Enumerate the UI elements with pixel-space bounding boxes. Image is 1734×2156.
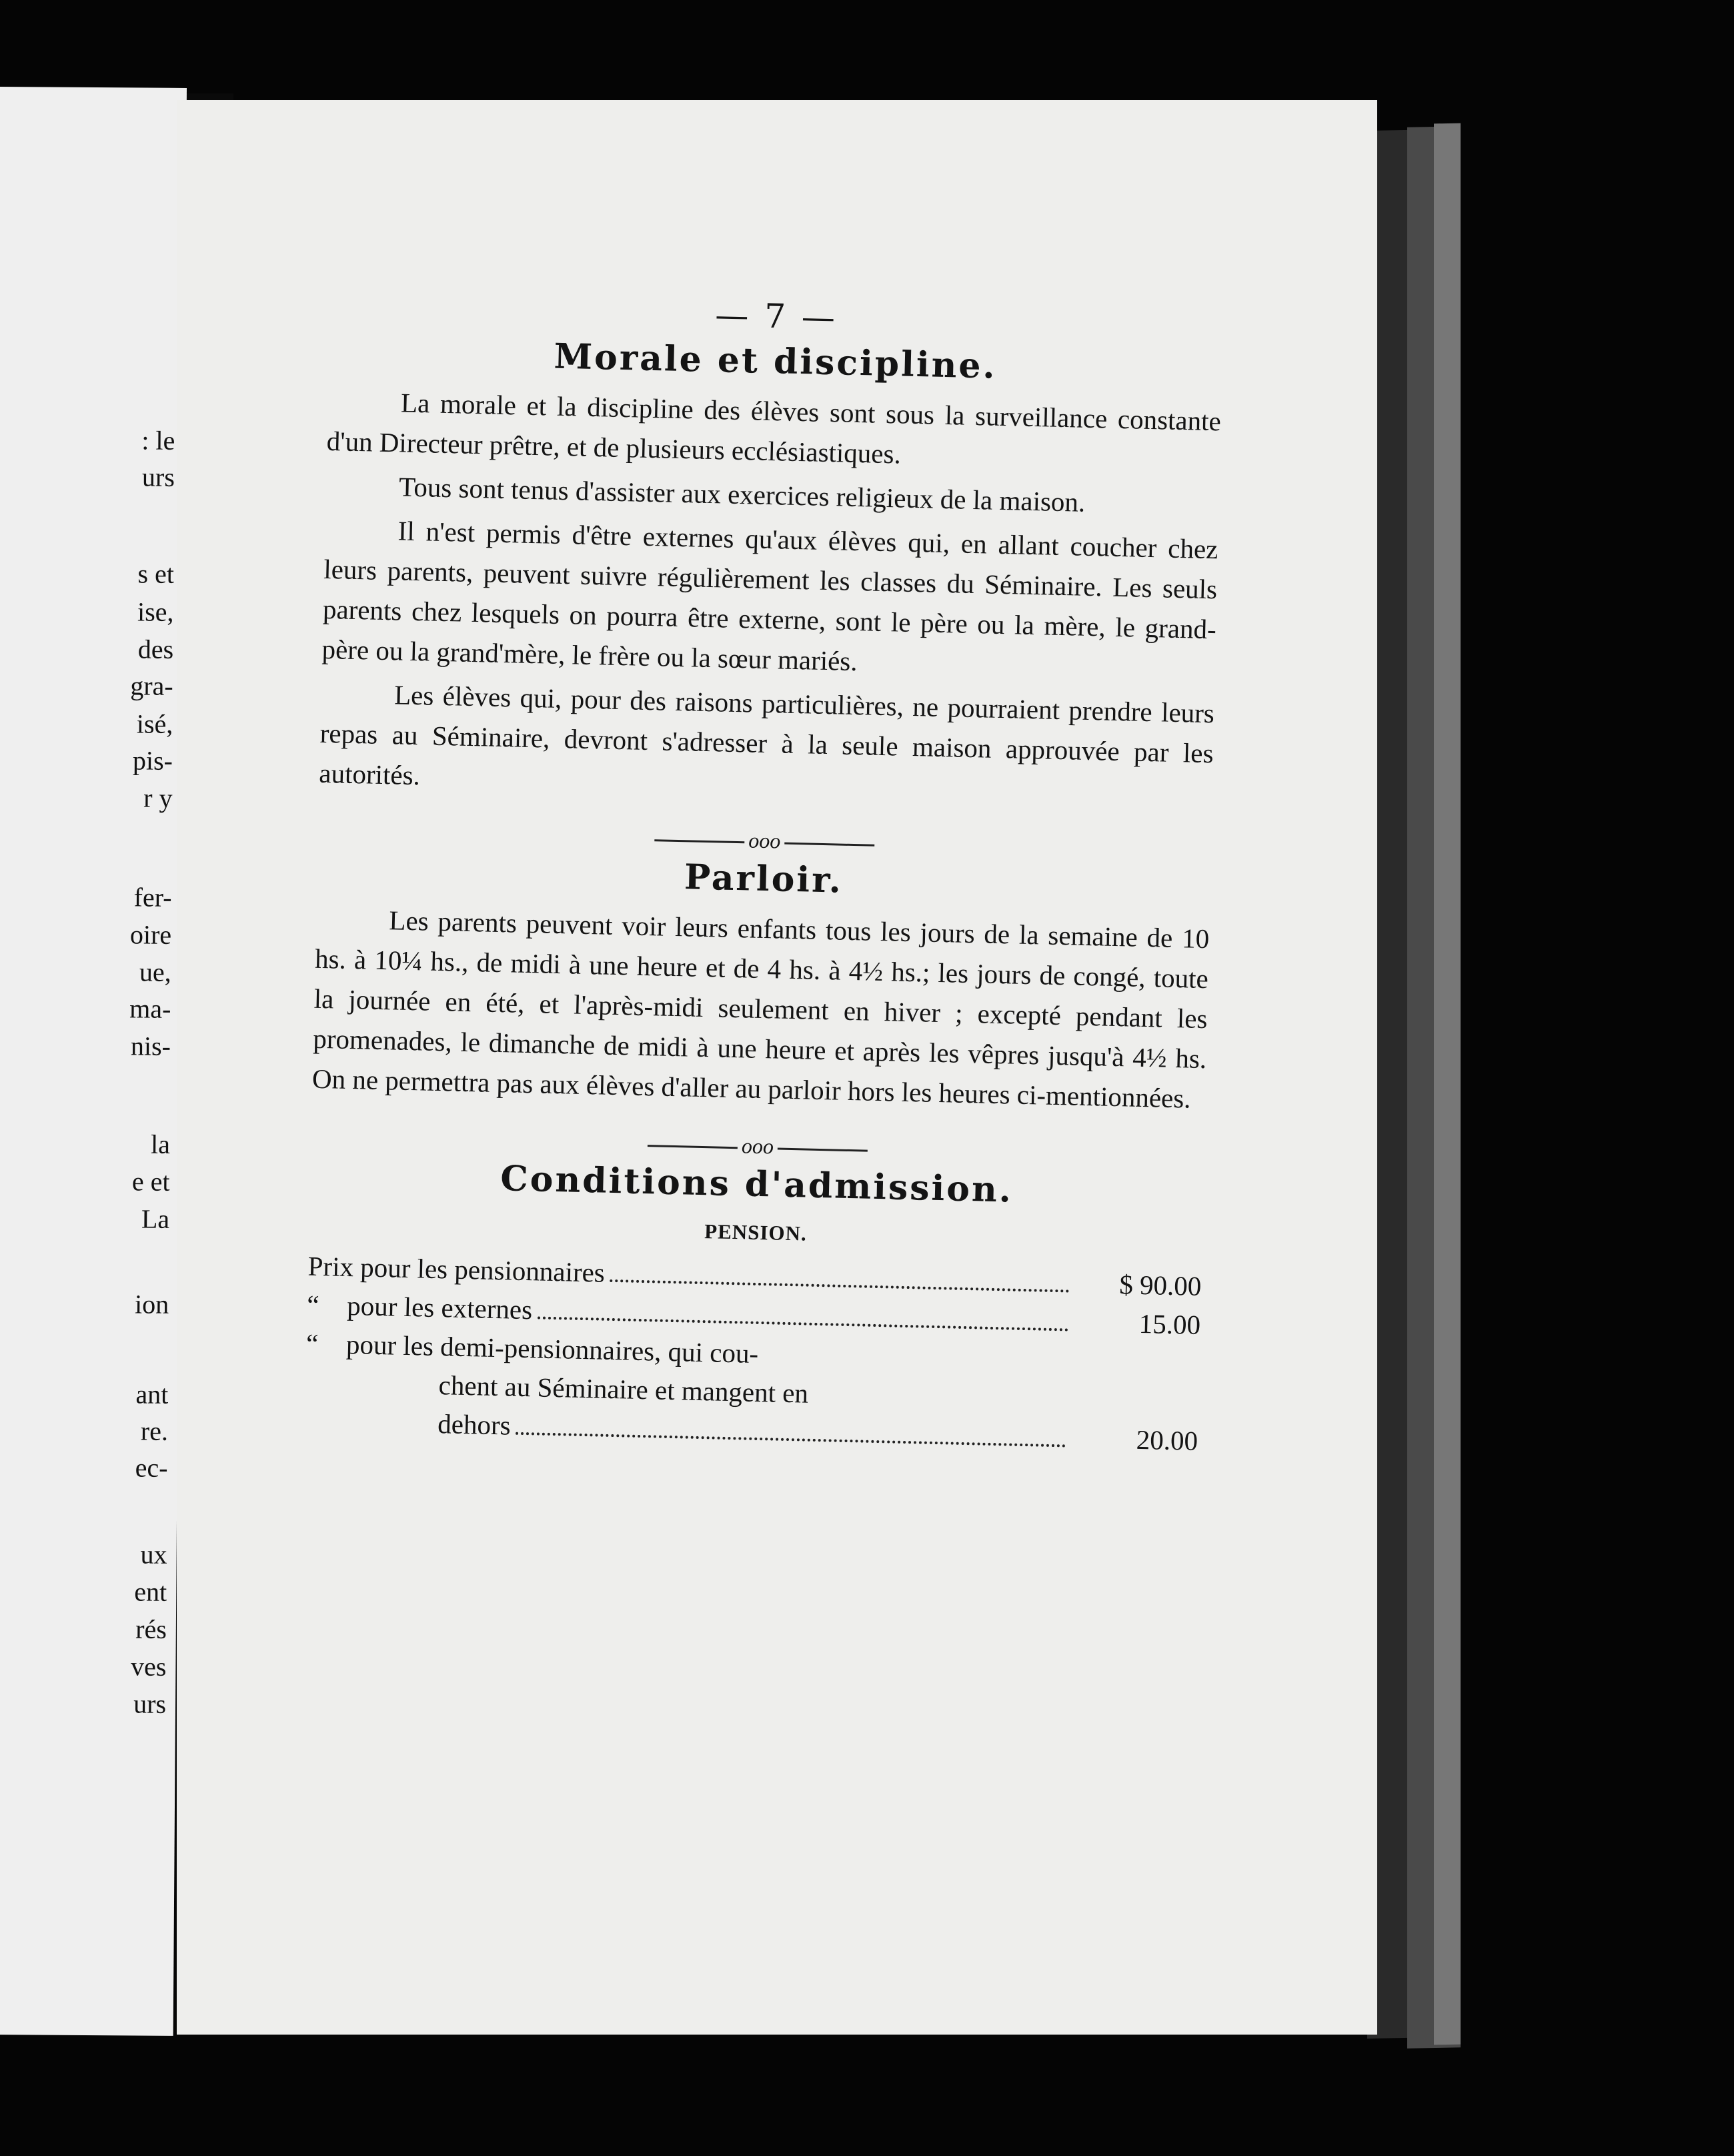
section-title-morale: Morale et discipline. xyxy=(553,336,998,387)
left-fragment: fer- xyxy=(133,882,172,913)
ditto-mark: “ xyxy=(305,1327,319,1359)
left-fragment: s et xyxy=(137,558,175,589)
page-text xyxy=(304,287,1224,1460)
left-fragment: la xyxy=(150,1129,171,1159)
left-fragment: ise, xyxy=(137,596,174,627)
book-page xyxy=(177,100,1377,2035)
price-label: pour les demi-pensionnaires, qui cou- xyxy=(345,1328,759,1369)
left-fragment: urs xyxy=(141,462,175,492)
left-fragment: : le xyxy=(141,425,175,456)
price-label: chent au Séminaire et mangent en xyxy=(438,1370,809,1409)
left-fragment: ma- xyxy=(129,993,171,1024)
left-fragment: urs xyxy=(133,1688,167,1719)
price-table xyxy=(304,1247,1202,1460)
price-label: dehors xyxy=(437,1408,512,1441)
left-fragment: ves xyxy=(130,1651,167,1682)
ditto-mark: “ xyxy=(306,1289,320,1321)
left-fragment: ant xyxy=(135,1379,169,1410)
left-fragment: gra- xyxy=(130,670,173,701)
left-page-fragment xyxy=(0,87,187,2036)
left-fragment: ue, xyxy=(139,957,171,987)
paragraph: La morale et la discipline des élèves sont sous la surveillance constante d'un Directeur prêtre, et de plusieurs ecclésiastiques. xyxy=(326,387,1222,470)
left-fragment: ec- xyxy=(135,1452,168,1483)
leader-dots xyxy=(610,1279,1069,1293)
left-fragment: pis- xyxy=(132,745,173,776)
section-title-admission: Conditions d'admission. xyxy=(500,1158,1014,1211)
section-title-parloir: Parloir. xyxy=(684,857,844,901)
leader-dots xyxy=(516,1432,1066,1448)
left-fragment: nis- xyxy=(130,1031,171,1061)
left-fragment: r y xyxy=(143,782,173,813)
left-fragment: ux xyxy=(140,1539,167,1570)
book-edge xyxy=(1434,123,1461,2045)
left-fragment: e et xyxy=(131,1166,170,1197)
leader-dots xyxy=(538,1316,1068,1331)
price-value: $ 90.00 xyxy=(1118,1269,1202,1302)
price-label: pour les externes xyxy=(346,1289,533,1325)
paragraph: Les parents peuvent voir leurs enfants tous les jours de la semaine de 10 hs. à 10¼ hs., de midi à une heure et de 4 hs. à 4½ hs.; les jours de congé, toute la journée en été, et l'après-midi seulement en hiver ; excepté pendant les promenades, le dimanche de midi à une heure et après les vêpres jusqu'à 4½ hs. On ne permettra pas aux élèves d'aller au parloir hors les heures ci-mentionnées. xyxy=(311,905,1210,1114)
paragraph: Il n'est permis d'être externes qu'aux élèves qui, en allant coucher chez leurs parents, peuvent suivre régulièrement les classes du Séminaire. Les seuls parents chez lesquels on pourra être externe, sont le père ou la mère, le grand-père ou la grand'mère, le frère ou la sœur mariés. xyxy=(321,515,1218,677)
page-number: — 7 — xyxy=(714,296,838,338)
price-label: Prix pour les pensionnaires xyxy=(307,1250,606,1288)
price-row xyxy=(304,1324,1200,1460)
left-fragment: re. xyxy=(140,1416,169,1446)
separator-ornament: ooo xyxy=(741,1133,774,1159)
price-value: 20.00 xyxy=(1136,1424,1198,1456)
subtitle-pension: PENSION. xyxy=(704,1219,808,1245)
separator-ornament: ooo xyxy=(748,828,781,853)
left-fragment: rés xyxy=(135,1614,167,1644)
price-value: 15.00 xyxy=(1138,1307,1201,1341)
left-fragment: La xyxy=(141,1203,170,1234)
left-fragment: ion xyxy=(134,1289,169,1319)
left-fragment: des xyxy=(137,634,174,664)
paragraph: Les élèves qui, pour des raisons particulières, ne pourraient prendre leurs repas au Séminaire, devront s'adresser à la seule maison approuvée par les autorités. xyxy=(318,679,1215,791)
left-fragment: isé, xyxy=(136,708,173,739)
left-fragment: oire xyxy=(129,919,172,950)
left-fragment: ent xyxy=(134,1576,167,1607)
paragraph: Tous sont tenus d'assister aux exercices religieux de la maison. xyxy=(398,471,1086,518)
